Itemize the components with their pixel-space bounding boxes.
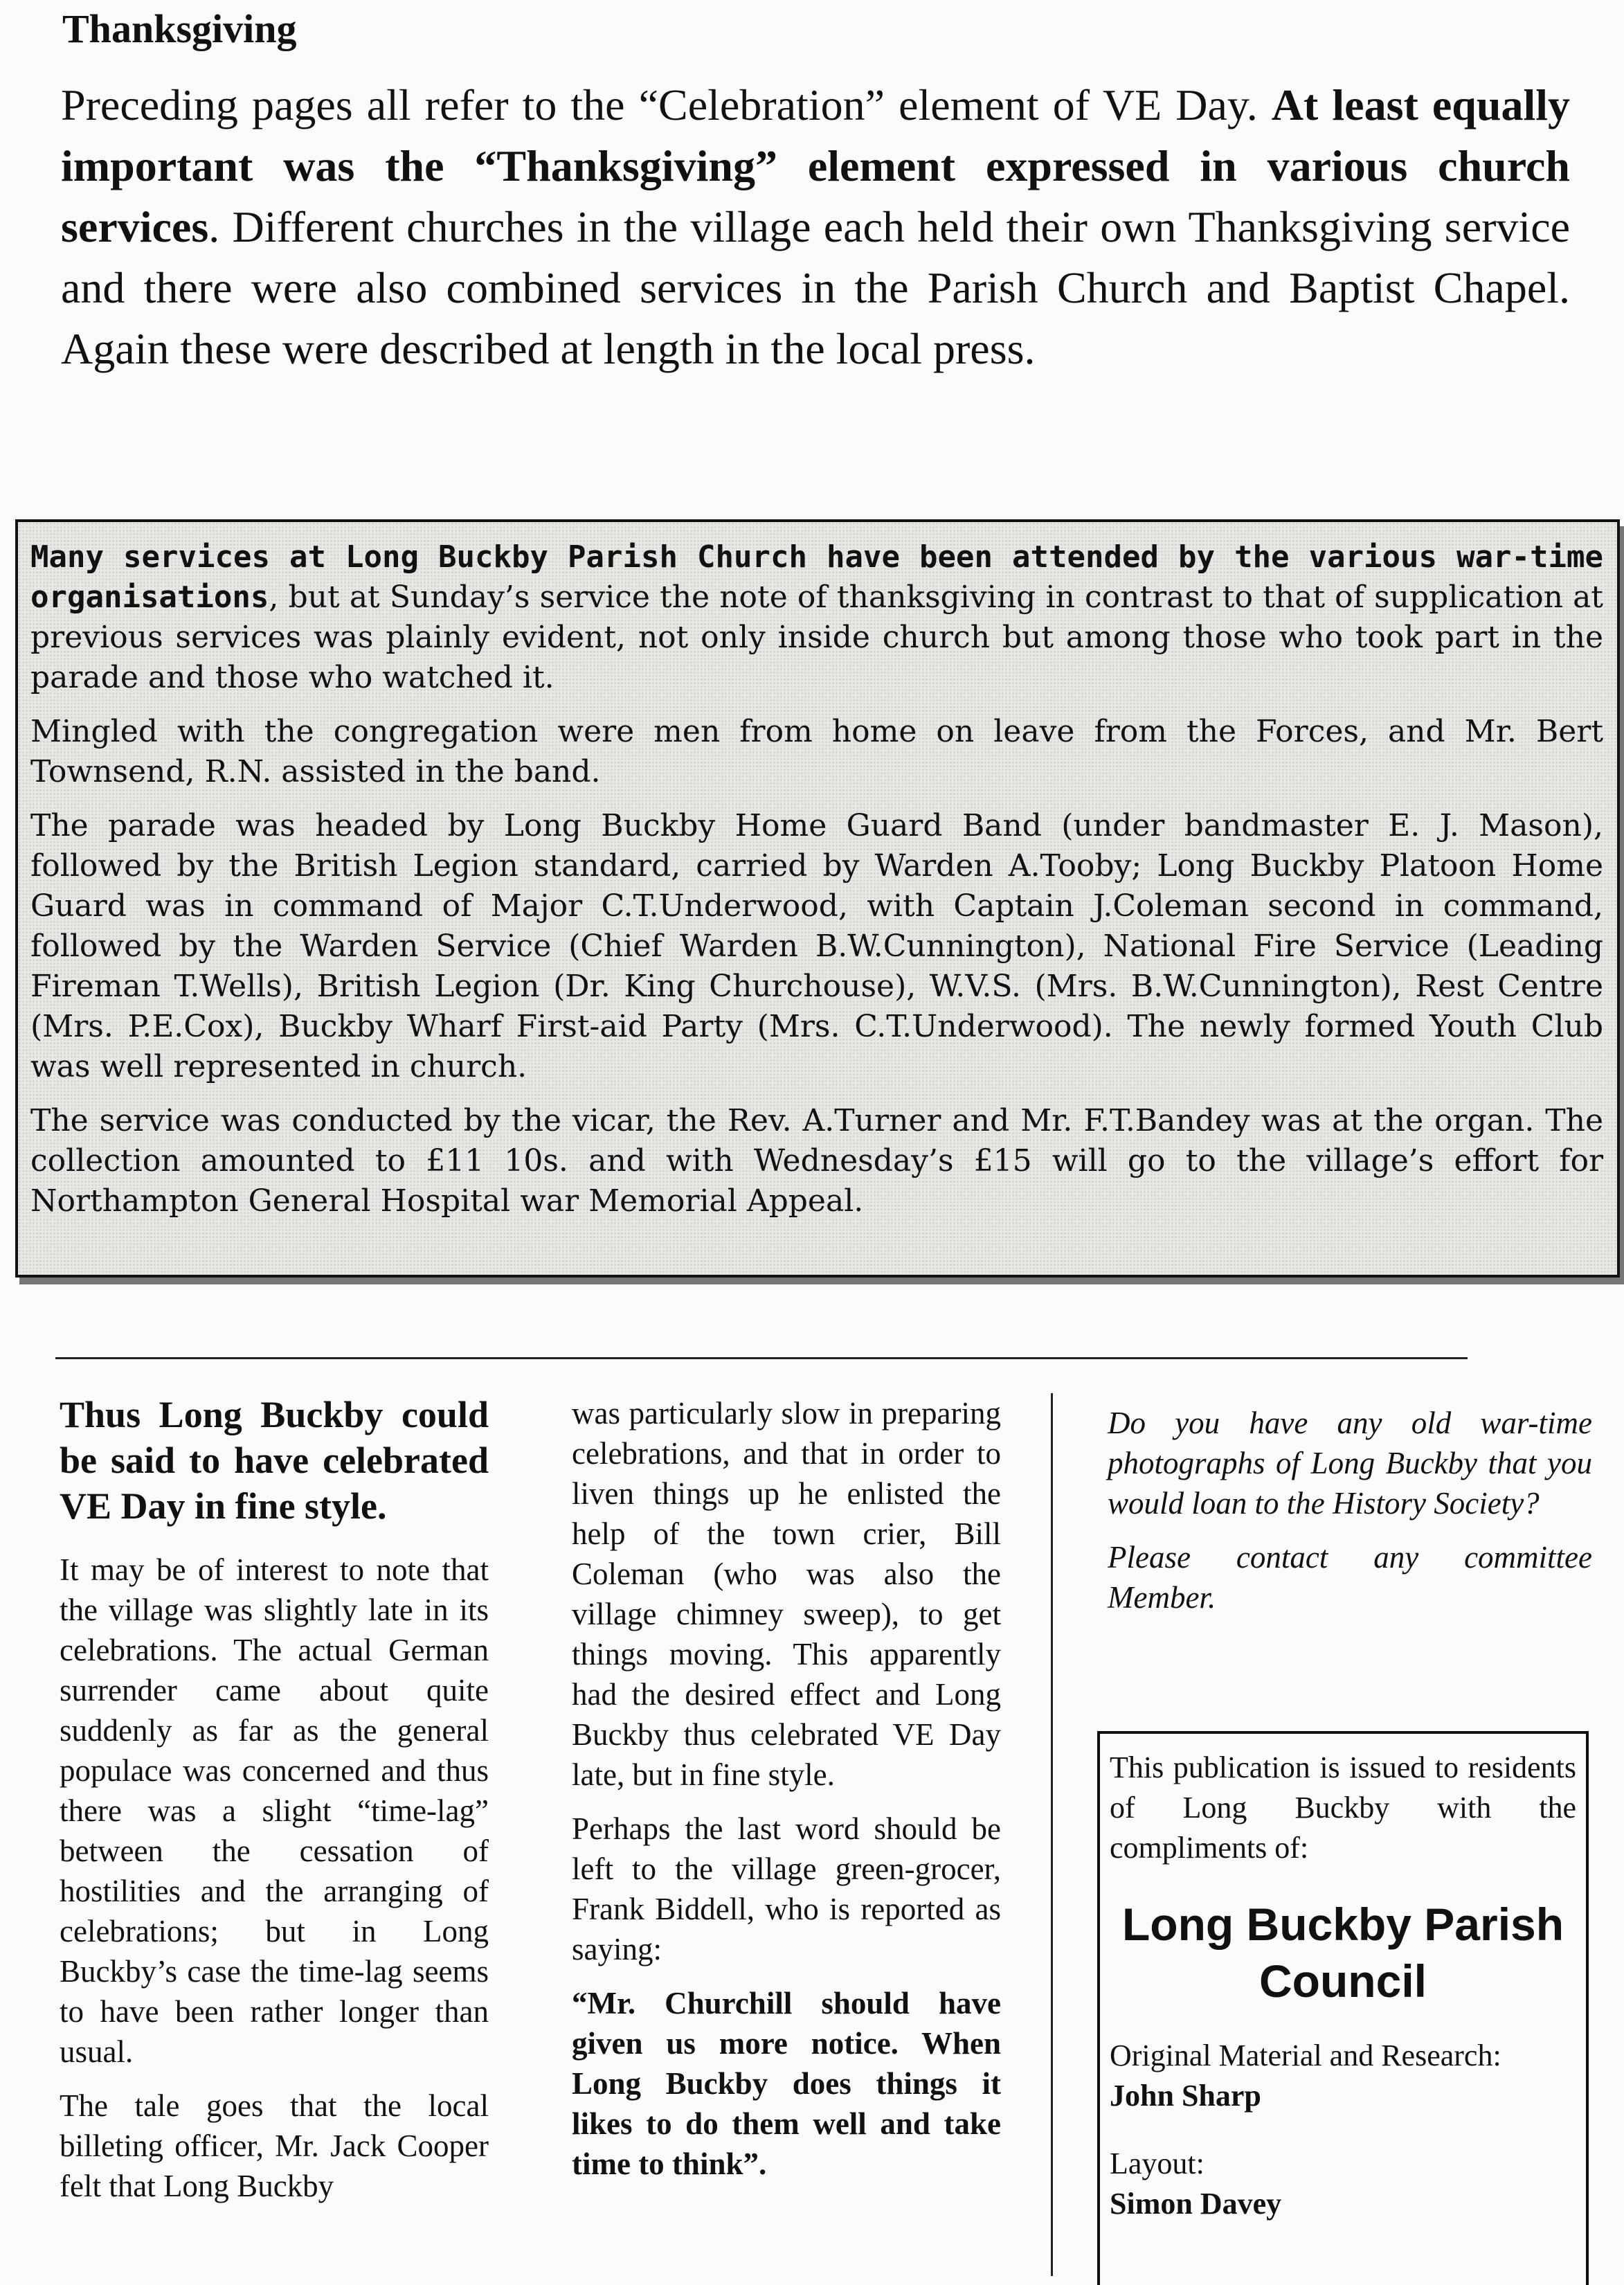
photo-appeal: Do you have any old war-time photographs of Long Buckby that you would loan to the History Society? [1108,1406,1592,1521]
press-paragraph-2: Mingled with the congregation were men from home on leave from the Forces, and Mr. Bert Townsend, R.N. assisted in the band. [30,714,1603,789]
layout-label: Layout: [1110,2147,1205,2180]
contact-note: Please contact any committee Member. [1108,1540,1592,1615]
press-paragraph-4: The service was conducted by the vicar, the Rev. A.Turner and Mr. F.T.Bandey was at the organ. The collection amounted to £11 10s. and with Wednesday’s £15 will go to the village’s effort for Northampton General Hospital war Memorial Appeal. [30,1103,1603,1219]
column-1-paragraph-1: It may be of interest to note that the village was slightly late in its celebrations. The actual German surrender came about quite suddenly as far as the general populace was concerned and thus there was a slight “time-lag” between the cessation of hostilities and the arranging of celebrations; but in Long Buckby’s case the time-lag seems to have been rather longer than usual. [60,1552,489,2069]
press-paragraph-3: The parade was headed by Long Buckby Home Guard Band (under bandmaster E. J. Mason), followed by the British Legion standard, carried by Warden A.Tooby; Long Buckby Platoon Home Guard was in command of Major C.T.Underwood, with Captain J.Coleman second in command, followed by the Warden Service (Chief Warden B.W.Cunnington), National Fire Service (Leading Fireman T.Wells), British Legion (Dr. King Churchouse), W.V.S. (Mrs. B.W.Cunnington), Rest Centre (Mrs. P.E.Cox), Buckby Wharf First-aid Party (Mrs. C.T.Underwood). The newly formed Youth Club was well represented in church. [30,808,1603,1084]
research-name: John Sharp [1110,2079,1261,2113]
press-paragraph-1-rest: , but at Sunday’s service the note of thanksgiving in contrast to that of supplication at previous services was plainly evident, not only inside church but among those who took part in the parade and those who watched it. [30,580,1603,695]
column-3 [1108,1403,1592,1631]
layout-name: Simon Davey [1110,2187,1282,2221]
section-divider [55,1357,1468,1359]
column-2-paragraph-1: was particularly slow in preparing celebrations, and that in order to liven things up he enlisted the help of the town crier, Bill Coleman (who was also the village chimney sweep), to get things moving. This apparently had the desired effect and Long Buckby thus celebrated VE Day late, but in fine style. [572,1396,1001,1792]
intro-bold-text: At least equally important was the “Thanksgiving” element expressed in various church services [61,80,1571,251]
intro-text-2: . Different churches in the village each held their own Thanksgiving service and there were also combined services in the Parish Church and Baptist Chapel. Again these were described at length in the local press. [61,202,1570,373]
column-1-paragraph-2: The tale goes that the local billeting officer, Mr. Jack Cooper felt that Long Buckby [60,2088,489,2203]
column-2-paragraph-2: Perhaps the last word should be left to the village green-grocer, Frank Biddell, who is reported as saying: [572,1811,1001,1966]
column-divider [1051,1393,1053,2276]
press-cutting-box [15,519,1620,1278]
column-2 [572,1393,1001,2198]
credits-intro: This publication is issued to residents of Long Buckby with the compliments of: [1110,1750,1576,1865]
press-paragraph-1-bold: Many services at Long Buckby Parish Church have been attended by the various war-time organisations [30,539,1603,615]
council-name: Long Buckby Parish Council [1121,1899,1564,2007]
intro-text-1: Preceding pages all refer to the “Celebration” element of VE Day. [61,80,1272,129]
column-1-lead: Thus Long Buckby could be said to have celebrated VE Day in fine style. [60,1394,489,1527]
research-label: Original Material and Research: [1110,2038,1501,2072]
credits-box [1097,1731,1589,2285]
column-1 [60,1392,489,2220]
churchill-quote: “Mr. Churchill should have given us more notice. When Long Buckby does things it likes to do them well and take time to think”. [572,1986,1001,2181]
page-heading: Thanksgiving [62,6,297,51]
press-paragraph-1 [30,537,1603,698]
intro-paragraph [61,75,1570,379]
